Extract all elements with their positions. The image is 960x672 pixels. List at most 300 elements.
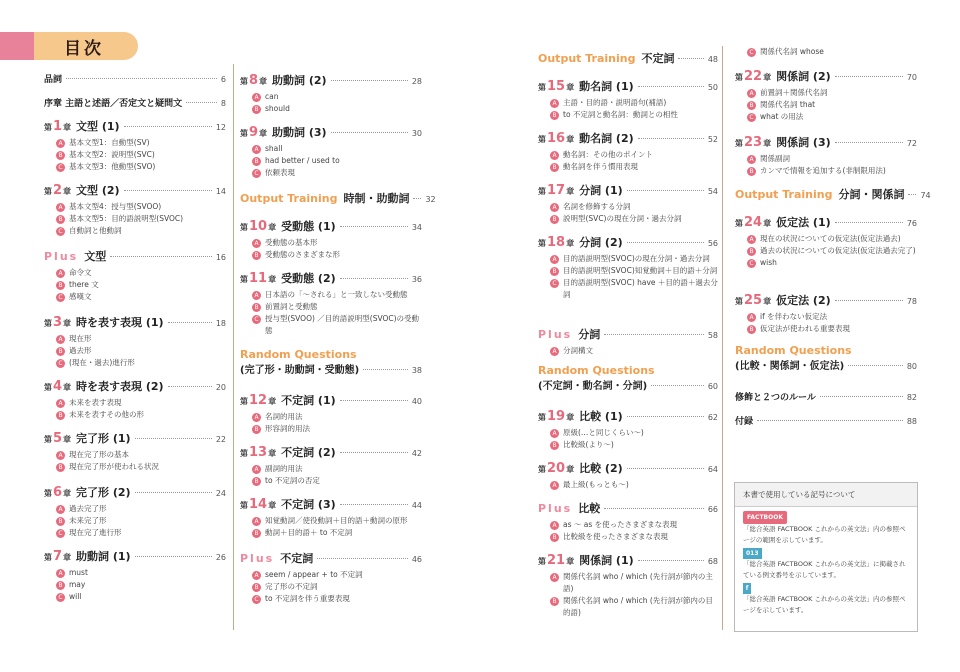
subsection-badge: B	[252, 477, 261, 486]
subsection-badge: A	[252, 93, 261, 102]
subsection-item	[747, 99, 917, 111]
subsection-badge: A	[550, 429, 559, 438]
subsection-list	[56, 397, 226, 421]
chapter-prefix: 第	[240, 223, 248, 232]
chapter-number: 18	[547, 235, 566, 250]
subsection-badge: A	[747, 155, 756, 164]
toc-heading	[240, 270, 422, 286]
factbook-badge: FACTBOOK	[743, 511, 787, 524]
page-number: 8	[220, 99, 226, 108]
subsection-list	[252, 143, 422, 179]
toc-heading	[538, 460, 718, 476]
subsection-badge: B	[550, 267, 559, 276]
subsection-badge: A	[550, 203, 559, 212]
subsection-badge: A	[252, 291, 261, 300]
subsection-item	[252, 411, 422, 423]
leader-dots	[908, 194, 916, 195]
chapter-prefix: 第	[240, 501, 248, 510]
subsection-list	[56, 333, 226, 369]
chapter-number: 4	[53, 379, 63, 394]
subsection-badge: A	[56, 269, 65, 278]
chapter-number: 14	[249, 497, 268, 512]
chapter-suffix: 章	[763, 297, 772, 306]
subsection-text: (現在・過去)進行形	[69, 358, 135, 367]
page-number: 64	[707, 465, 718, 474]
entry-title: 文型 (2)	[76, 184, 120, 197]
subsection-text: 現在の状況についての仮定法(仮定法過去)	[760, 234, 901, 243]
subsection-item	[252, 527, 422, 539]
subsection-item	[252, 515, 422, 527]
page-number: 42	[411, 449, 422, 458]
chapter-number: 19	[547, 409, 566, 424]
toc-heading	[44, 378, 226, 394]
subsection-text: can	[265, 92, 279, 101]
page-number: 82	[906, 393, 917, 402]
subsection-list	[252, 463, 422, 487]
subsection-badge: A	[252, 517, 261, 526]
toc-banner	[0, 32, 138, 60]
subsection-badge: B	[252, 251, 261, 260]
chapter-number: 6	[53, 485, 63, 500]
page-number: 20	[215, 383, 226, 392]
toc-heading	[44, 548, 226, 564]
subsection-badge: B	[56, 517, 65, 526]
leader-dots	[186, 102, 217, 103]
subsection-list	[550, 427, 718, 451]
legend-title: 本書で使用している記号について	[735, 483, 917, 507]
subsection-item	[550, 277, 718, 301]
subsection-list	[747, 153, 917, 177]
subsection-badge: B	[252, 303, 261, 312]
entry-title: 助動詞 (1)	[76, 550, 131, 563]
subsection-item	[252, 301, 422, 313]
chapter-number: 16	[547, 131, 566, 146]
subsection-badge: B	[252, 583, 261, 592]
toc-heading	[44, 182, 226, 198]
subsection-list	[550, 571, 718, 619]
toc-heading	[538, 377, 718, 392]
subsection-list	[747, 87, 917, 123]
subsection-badge: A	[550, 151, 559, 160]
subsection-badge: B	[550, 441, 559, 450]
entry-title: (完了形・助動詞・受動態)	[240, 365, 360, 376]
toc-heading	[44, 72, 226, 85]
chapter-suffix: 章	[63, 489, 72, 498]
leader-dots	[413, 198, 421, 199]
entry-title: 助動詞 (3)	[272, 126, 327, 139]
entry-title: 序章 主語と述語／否定文と疑問文	[44, 99, 183, 109]
leader-dots	[604, 334, 704, 335]
subsection-badge: B	[550, 597, 559, 606]
subsection-text: 関係代名詞 who / which (先行詞が節内の主語)	[563, 572, 713, 593]
subsection-badge: A	[747, 89, 756, 98]
subsection-list	[252, 237, 422, 261]
subsection-item	[252, 103, 422, 115]
entry-title: 文型	[84, 250, 107, 263]
subsection-text: 主語・目的語・説明語句(補語)	[563, 98, 667, 107]
subsection-badge: A	[550, 573, 559, 582]
chapter-prefix: 第	[538, 557, 546, 566]
subsection-badge: A	[56, 139, 65, 148]
subsection-list	[56, 137, 226, 173]
leader-dots	[317, 558, 408, 559]
subsection-text: 原級(…と同じくらい～)	[563, 428, 644, 437]
subsection-item	[747, 311, 917, 323]
subsection-badge: B	[550, 533, 559, 542]
page-number: 28	[411, 77, 422, 86]
toc-entry	[538, 460, 718, 491]
toc-entry	[735, 414, 917, 427]
subsection-item	[252, 569, 422, 581]
subsection-text: 仮定法が使われる重要表現	[760, 324, 850, 333]
chapter-suffix: 章	[566, 465, 575, 474]
page-number: 6	[220, 75, 226, 84]
subsection-badge: C	[56, 163, 65, 172]
entry-title: 受動態 (1)	[281, 220, 336, 233]
subsection-item	[56, 409, 226, 421]
page-number: 70	[906, 73, 917, 82]
toc-heading	[735, 214, 917, 230]
entry-title: (不定詞・動名詞・分詞)	[538, 381, 648, 392]
chapter-prefix: 第	[240, 129, 248, 138]
chapter-suffix: 章	[63, 319, 72, 328]
chapter-suffix: 章	[566, 413, 575, 422]
toc-entry	[240, 270, 422, 337]
chapter-prefix: 第	[538, 135, 546, 144]
chapter-prefix: 第	[240, 449, 248, 458]
subsection-list	[56, 567, 226, 603]
chapter-suffix: 章	[268, 397, 277, 406]
toc-entry	[735, 390, 917, 403]
chapter-suffix: 章	[566, 83, 575, 92]
example-number-desc: 「総合英語 FACTBOOK これからの英文法」に掲載されている例文番号を示しています。	[743, 560, 906, 579]
subsection-text: 基本文型1：自動型(SV)	[69, 138, 150, 147]
leader-dots	[651, 385, 704, 386]
subsection-item	[252, 581, 422, 593]
subsection-item	[747, 257, 917, 269]
subsection-badge: C	[747, 113, 756, 122]
subsection-item	[56, 291, 226, 303]
subsection-badge: A	[550, 99, 559, 108]
chapter-number: 23	[744, 135, 763, 150]
chapter-prefix: 第	[735, 297, 743, 306]
subsection-item	[56, 527, 226, 539]
output-training-label: Output Training	[538, 52, 636, 65]
subsection-badge: B	[56, 347, 65, 356]
toc-entry	[240, 124, 422, 179]
leader-dots	[363, 369, 408, 370]
random-questions-label: Random Questions	[538, 364, 655, 377]
toc-heading	[538, 182, 718, 198]
leader-dots	[124, 126, 212, 127]
subsection-text: 現在完了形の基本	[69, 450, 129, 459]
leader-dots	[627, 242, 704, 243]
subsection-text: seem / appear + to 不定詞	[265, 570, 363, 579]
subsection-text: 過去完了形	[69, 504, 107, 513]
entry-title: 分詞 (1)	[579, 184, 623, 197]
subsection-item	[56, 137, 226, 149]
entry-title: 分詞	[578, 328, 601, 341]
chapter-number: 17	[547, 183, 566, 198]
chapter-prefix: 第	[44, 319, 52, 328]
toc-heading	[538, 326, 718, 342]
subsection-text: 形容詞的用法	[265, 424, 310, 433]
subsection-item	[747, 111, 917, 123]
subsection-item	[252, 313, 422, 337]
toc-entry	[240, 190, 436, 206]
toc-entry	[44, 72, 226, 85]
entry-title: 関係詞 (3)	[776, 136, 831, 149]
example-number-badge: 013	[743, 548, 762, 559]
subsection-list	[252, 289, 422, 337]
page-number: 16	[215, 253, 226, 262]
entry-title: 品詞	[44, 75, 63, 85]
subsection-text: as ～ as を使ったさまざまな表現	[563, 520, 678, 529]
toc-heading	[538, 50, 718, 66]
page-number: 30	[411, 129, 422, 138]
toc-entry	[240, 218, 422, 261]
toc-entry	[735, 214, 917, 269]
toc-entry	[44, 378, 226, 421]
entry-title: 時を表す表現 (2)	[76, 380, 164, 393]
entry-title: 不定詞 (3)	[281, 498, 336, 511]
toc-entry	[735, 292, 917, 335]
chapter-prefix: 第	[240, 397, 248, 406]
chapter-suffix: 章	[63, 435, 72, 444]
subsection-item	[56, 161, 226, 173]
chapter-number: 21	[547, 553, 566, 568]
subsection-badge: A	[747, 235, 756, 244]
subsection-list	[550, 149, 718, 173]
page-number: 40	[411, 397, 422, 406]
page-number: 26	[215, 553, 226, 562]
page-number: 18	[215, 319, 226, 328]
chapter-suffix: 章	[63, 553, 72, 562]
toc-entry	[240, 348, 422, 376]
toc-entry	[538, 552, 718, 619]
subsection-item	[252, 289, 422, 301]
chapter-prefix: 第	[538, 413, 546, 422]
subsection-list	[747, 311, 917, 335]
chapter-number: 7	[53, 549, 63, 564]
plus-label: Plus	[240, 552, 275, 565]
subsection-item	[550, 201, 718, 213]
chapter-prefix: 第	[44, 383, 52, 392]
subsection-text: 基本文型4：授与型(SVOO)	[69, 202, 162, 211]
entry-title: 受動態 (2)	[281, 272, 336, 285]
subsection-item	[550, 253, 718, 265]
chapter-prefix: 第	[44, 187, 52, 196]
subsection-badge: B	[56, 463, 65, 472]
leader-dots	[638, 86, 704, 87]
subsection-item	[747, 165, 917, 177]
entry-title: 時制・助動詞	[343, 192, 410, 205]
leader-dots	[340, 504, 408, 505]
subsection-text: 比較級(より～)	[563, 440, 614, 449]
subsection-list	[56, 449, 226, 473]
subsection-badge: C	[747, 48, 756, 57]
subsection-item	[56, 461, 226, 473]
entry-title: 仮定法 (2)	[776, 294, 831, 307]
subsection-text: 自動詞と他動詞	[69, 226, 122, 235]
subsection-badge: C	[56, 359, 65, 368]
subsection-text: 依頼表現	[265, 168, 295, 177]
subsection-badge: A	[56, 399, 65, 408]
toc-entry	[44, 182, 226, 237]
toc-entry	[538, 182, 718, 225]
subsection-badge: B	[550, 163, 559, 172]
leader-dots	[627, 468, 704, 469]
subsection-text: カンマで情報を追加する(非制限用法)	[760, 166, 886, 175]
subsection-badge: B	[747, 101, 756, 110]
subsection-item	[252, 475, 422, 487]
subsection-item	[252, 593, 422, 605]
toc-heading	[735, 357, 917, 372]
page-number: 66	[707, 505, 718, 514]
page-number: 46	[411, 555, 422, 564]
reference-badge: f	[743, 583, 751, 594]
subsection-text: 前置詞＋関係代名詞	[760, 88, 828, 97]
subsection-badge: C	[252, 169, 261, 178]
entry-title: 助動詞 (2)	[272, 74, 327, 87]
toc-entry	[538, 234, 718, 301]
subsection-text: 名詞を修飾する分詞	[563, 202, 631, 211]
chapter-suffix: 章	[259, 77, 268, 86]
leader-dots	[835, 222, 903, 223]
subsection-badge: A	[56, 505, 65, 514]
chapter-number: 22	[744, 69, 763, 84]
subsection-badge: B	[550, 111, 559, 120]
toc-entry	[44, 430, 226, 473]
subsection-text: 目的語説明型(SVOC) have ＋目的語＋過去分詞	[563, 278, 718, 299]
leader-dots	[124, 190, 212, 191]
plus-label: Plus	[538, 328, 573, 341]
chapter-prefix: 第	[240, 77, 248, 86]
toc-heading	[240, 392, 422, 408]
subsection-list	[252, 569, 422, 605]
toc-heading	[538, 78, 718, 94]
chapter-number: 8	[249, 73, 259, 88]
subsection-badge: C	[252, 315, 261, 324]
chapter-number: 13	[249, 445, 268, 460]
chapter-suffix: 章	[268, 501, 277, 510]
subsection-badge: B	[747, 167, 756, 176]
subsection-item	[747, 153, 917, 165]
column-divider	[722, 46, 723, 630]
leader-dots	[678, 58, 703, 59]
entry-title: 分詞 (2)	[579, 236, 623, 249]
toc-entry	[538, 500, 718, 543]
leader-dots	[627, 190, 704, 191]
subsection-item	[747, 87, 917, 99]
subsection-badge: A	[747, 313, 756, 322]
subsection-text: 未来完了形	[69, 516, 107, 525]
chapter-suffix: 章	[566, 239, 575, 248]
subsection-text: to 不定詞の否定	[265, 476, 320, 485]
subsection-text: 関係代名詞 that	[760, 100, 816, 109]
subsection-item	[252, 155, 422, 167]
subsection-text: 過去の状況についての仮定法(仮定法過去完了)	[760, 246, 916, 255]
subsection-item	[252, 237, 422, 249]
subsection-badge: B	[56, 411, 65, 420]
subsection-item	[747, 245, 917, 257]
subsection-item	[550, 427, 718, 439]
subsection-badge: C	[56, 293, 65, 302]
toc-entry	[240, 392, 422, 435]
chapter-number: 1	[53, 119, 63, 134]
subsection-badge: B	[56, 215, 65, 224]
subsection-text: 基本文型2：説明型(SVC)	[69, 150, 155, 159]
leader-dots	[757, 420, 903, 421]
chapter-prefix: 第	[538, 239, 546, 248]
toc-heading	[44, 430, 226, 446]
chapter-suffix: 章	[63, 187, 72, 196]
toc-heading	[538, 408, 718, 424]
entry-title: 比較	[578, 502, 601, 515]
subsection-item	[747, 233, 917, 245]
entry-title: 比較 (2)	[579, 462, 623, 475]
chapter-suffix: 章	[763, 139, 772, 148]
chapter-number: 9	[249, 125, 259, 140]
chapter-suffix: 章	[268, 449, 277, 458]
page-number: 50	[707, 83, 718, 92]
chapter-number: 11	[249, 271, 268, 286]
leader-dots	[835, 142, 903, 143]
subsection-text: may	[69, 580, 86, 589]
subsection-text: 授与型(SVOO) ／目的語説明型(SVOC)の受動態	[265, 314, 420, 335]
subsection-text: 分詞構文	[563, 346, 593, 355]
subsection-text: 現在形	[69, 334, 92, 343]
toc-entry	[44, 548, 226, 603]
subsection-text: 知覚動詞／使役動詞＋目的語＋動詞の原形	[265, 516, 408, 525]
toc-heading	[735, 134, 917, 150]
plus-label: Plus	[538, 502, 573, 515]
subsection-item	[56, 333, 226, 345]
leader-dots	[340, 452, 408, 453]
subsection-badge: A	[550, 255, 559, 264]
entry-title: (比較・関係詞・仮定法)	[735, 361, 845, 372]
entry-title: 付録	[735, 417, 754, 427]
leader-dots	[848, 365, 903, 366]
subsection-badge: B	[56, 151, 65, 160]
toc-heading	[44, 96, 226, 109]
subsection-badge: B	[747, 247, 756, 256]
subsection-item	[56, 213, 226, 225]
toc-entry	[735, 68, 917, 123]
toc-heading	[538, 130, 718, 146]
chapter-prefix: 第	[538, 187, 546, 196]
entry-title: 比較 (1)	[579, 410, 623, 423]
factbook-desc: 「総合英語 FACTBOOK これからの英文法」内の参照ページの範囲を示しています。	[743, 525, 906, 544]
chapter-number: 15	[547, 79, 566, 94]
chapter-suffix: 章	[268, 223, 277, 232]
page-number: 14	[215, 187, 226, 196]
subsection-text: what の用法	[760, 112, 804, 121]
subsection-item	[56, 345, 226, 357]
subsection-item	[550, 109, 718, 121]
subsection-list	[252, 411, 422, 435]
chapter-suffix: 章	[259, 129, 268, 138]
subsection-text: 現在完了進行形	[69, 528, 122, 537]
subsection-badge: C	[252, 595, 261, 604]
subsection-text: wish	[760, 258, 777, 267]
leader-dots	[627, 416, 704, 417]
toc-entry	[735, 134, 917, 177]
toc-entry	[538, 326, 718, 357]
toc-heading	[240, 361, 422, 376]
page-number: 78	[906, 297, 917, 306]
chapter-number: 24	[744, 215, 763, 230]
